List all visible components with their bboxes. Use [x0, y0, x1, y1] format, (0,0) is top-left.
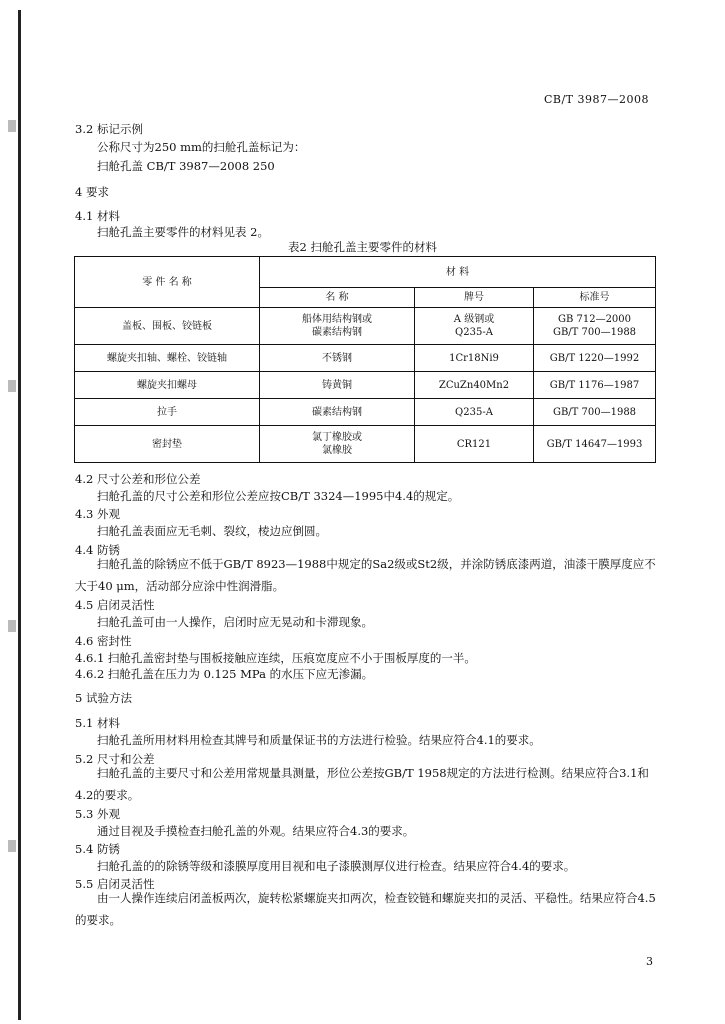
- table-caption: 表2 扫舱孔盖主要零件的材料: [288, 240, 437, 254]
- section-4-1-title: 4.1 材料: [75, 209, 120, 223]
- scan-speck: [8, 620, 16, 632]
- header-material-name: 名 称: [260, 288, 415, 308]
- cell-grade: 1Cr18Ni9: [415, 345, 534, 372]
- section-5-4-title: 5.4 防锈: [75, 842, 120, 856]
- cell-material: 氯丁橡胶或 氯橡胶: [260, 426, 415, 463]
- header-part-name: 零 件 名 称: [75, 257, 260, 308]
- cell-grade: ZCuZn40Mn2: [415, 372, 534, 399]
- cell-part: 盖板、围板、铰链板: [75, 308, 260, 345]
- scan-speck: [8, 840, 16, 852]
- section-4-6-2: 4.6.2 扫舱孔盖在压力为 0.125 MPa 的水压下应无渗漏。: [75, 667, 374, 681]
- scan-edge-artifact: [0, 0, 36, 1024]
- table-row: [75, 426, 656, 463]
- scan-speck: [8, 380, 16, 392]
- table-row: [75, 308, 656, 345]
- section-5-1-text: 扫舱孔盖所用材料用检查其牌号和质量保证书的方法进行检验。结果应符合4.1的要求。: [97, 733, 541, 747]
- section-4-5-title: 4.5 启闭灵活性: [75, 598, 155, 612]
- table-row: [75, 345, 656, 372]
- section-4-4-text: 扫舱孔盖的除锈应不低于GB/T 8923—1988中规定的Sa2级或St2级，并涂防锈底漆两道，油漆干膜厚度应不大于40 μm，活动部分应涂中性润滑脂。: [75, 557, 656, 593]
- cell-standard: GB/T 700—1988: [534, 399, 656, 426]
- cell-part: 螺旋夹扣螺母: [75, 372, 260, 399]
- cell-standard: GB/T 14647—1993: [534, 426, 656, 463]
- section-4-1-text: 扫舱孔盖主要零件的材料见表 2。: [97, 225, 269, 239]
- cell-part: 密封垫: [75, 426, 260, 463]
- cell-material: 铸黄铜: [260, 372, 415, 399]
- cell-part: 螺旋夹扣轴、螺栓、铰链轴: [75, 345, 260, 372]
- cell-standard: GB/T 1220—1992: [534, 345, 656, 372]
- section-4-4-title: 4.4 防锈: [75, 543, 120, 557]
- section-4-6-title: 4.6 密封性: [75, 634, 132, 648]
- section-5-5-text: 由一人操作连续启闭盖板两次，旋转松紧螺旋夹扣两次，检查铰链和螺旋夹扣的灵活、平稳性。结果应符合4.5的要求。: [75, 891, 656, 927]
- header-standard: 标准号: [534, 288, 656, 308]
- cell-standard: GB 712—2000 GB/T 700—1988: [534, 308, 656, 345]
- section-3-2-line1: 公称尺寸为250 mm的扫舱孔盖标记为：: [97, 140, 306, 154]
- section-3-2-title: 3.2 标记示例: [75, 122, 143, 136]
- scan-edge-line: [18, 10, 21, 1020]
- cell-standard: GB/T 1176—1987: [534, 372, 656, 399]
- cell-material: 不锈钢: [260, 345, 415, 372]
- section-4-title: 4 要求: [75, 185, 109, 199]
- header-material: 材 料: [260, 257, 656, 288]
- section-4-3-text: 扫舱孔盖表面应无毛刺、裂纹，棱边应倒圆。: [97, 524, 327, 538]
- materials-table: [74, 256, 656, 463]
- cell-material: 碳素结构钢: [260, 399, 415, 426]
- table-row: [75, 399, 656, 426]
- cell-part: 拉手: [75, 399, 260, 426]
- section-5-2-text: 扫舱孔盖的主要尺寸和公差用常规量具测量，形位公差按GB/T 1958规定的方法进行检测。结果应符合3.1和4.2的要求。: [75, 766, 649, 802]
- section-5-2-title: 5.2 尺寸和公差: [75, 752, 155, 766]
- section-5-3-text: 通过目视及手摸检查扫舱孔盖的外观。结果应符合4.3的要求。: [97, 824, 415, 838]
- cell-grade: CR121: [415, 426, 534, 463]
- section-4-5-text: 扫舱孔盖可由一人操作，启闭时应无晃动和卡滞现象。: [97, 615, 373, 629]
- page-number: 3: [646, 955, 653, 968]
- section-5-1-title: 5.1 材料: [75, 716, 120, 730]
- section-5-4-text: 扫舱孔盖的的除锈等级和漆膜厚度用目视和电子漆膜测厚仪进行检查。结果应符合4.4的要求。: [97, 859, 576, 873]
- header-grade: 牌号: [415, 288, 534, 308]
- scan-speck: [8, 120, 16, 132]
- section-5-5-title: 5.5 启闭灵活性: [75, 877, 155, 891]
- section-4-2-text: 扫舱孔盖的尺寸公差和形位公差应按CB/T 3324—1995中4.4的规定。: [97, 489, 460, 503]
- section-4-3-title: 4.3 外观: [75, 507, 120, 521]
- table-row: [75, 372, 656, 399]
- table-header-row: [75, 257, 656, 288]
- section-5-title: 5 试验方法: [75, 691, 132, 705]
- section-5-3-title: 5.3 外观: [75, 807, 120, 821]
- cell-grade: Q235-A: [415, 399, 534, 426]
- cell-grade: A 级钢或 Q235-A: [415, 308, 534, 345]
- section-4-2-title: 4.2 尺寸公差和形位公差: [75, 472, 201, 486]
- cell-material: 船体用结构钢或 碳素结构钢: [260, 308, 415, 345]
- section-3-2-line2: 扫舱孔盖 CB/T 3987—2008 250: [97, 159, 275, 173]
- section-4-6-1: 4.6.1 扫舱孔盖密封垫与围板接触应连续，压痕宽度应不小于围板厚度的一半。: [75, 651, 476, 665]
- standard-number-header: CB/T 3987—2008: [543, 93, 649, 106]
